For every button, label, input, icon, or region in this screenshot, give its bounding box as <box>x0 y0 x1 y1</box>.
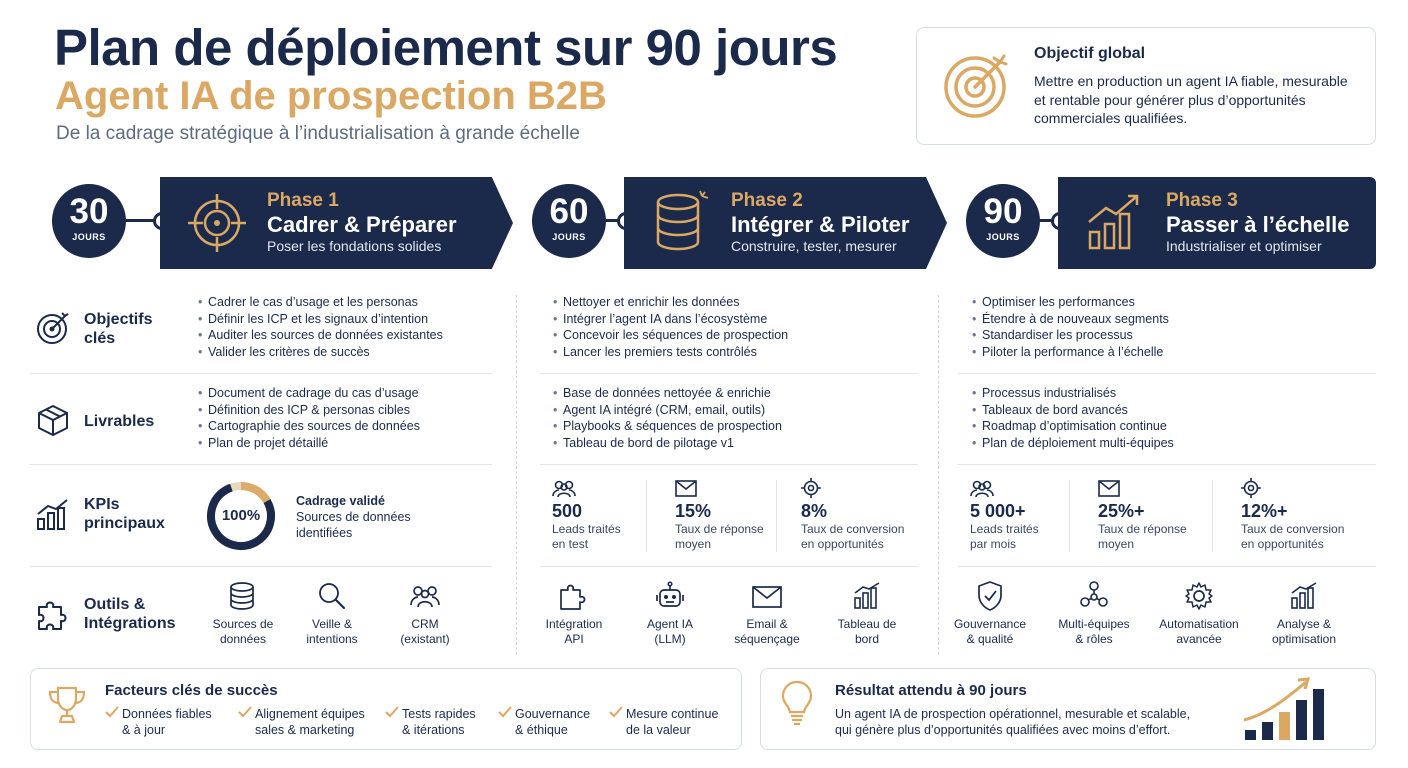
tool-label: Email & séquençage <box>734 617 800 646</box>
box-icon <box>36 403 70 437</box>
check-icon <box>609 706 623 718</box>
puzzle-icon <box>559 581 589 611</box>
phase3-deliverables-list <box>972 385 1174 452</box>
page-title: Plan de déploiement sur 90 jours <box>54 19 838 76</box>
growth-bars-illustration <box>1242 676 1334 742</box>
result-title: Résultat attendu à 90 jours <box>835 682 1027 699</box>
tool-label: Gouvernance & qualité <box>953 617 1027 646</box>
tool-label: Sources de données <box>212 617 274 646</box>
list-item: • Document de cadrage du cas d’usage <box>198 385 420 402</box>
phase1-label: Phase 1 <box>267 190 339 211</box>
row-divider <box>30 566 492 567</box>
list-item: • Cartographie des sources de données <box>198 418 420 435</box>
list-item: • Valider les critères de succès <box>198 344 443 361</box>
trophy-icon <box>46 684 88 726</box>
phase2-title: Intégrer & Piloter <box>731 212 910 237</box>
kpi-value: 25%+ <box>1098 501 1145 521</box>
kpi-divider <box>1069 480 1070 552</box>
phase1-days-label: JOURS <box>72 232 106 242</box>
phase2-subtitle: Construire, tester, mesurer <box>731 238 897 254</box>
success-factor: Gouvernance & éthique <box>515 707 591 737</box>
phase3-objectives-list <box>972 294 1169 361</box>
list-item: • Playbooks & séquences de prospection <box>553 418 782 435</box>
phase1-kpi-text: Cadrage validé Sources de données identifiées <box>296 494 411 540</box>
list-item: • Agent IA intégré (CRM, email, outils) <box>553 402 782 419</box>
tool-label: Veille & intentions <box>306 617 358 646</box>
tool-label: CRM (existant) <box>400 617 450 646</box>
row-divider <box>958 566 1376 567</box>
list-item: • Standardiser les processus <box>972 327 1169 344</box>
crosshair-icon <box>1241 478 1261 498</box>
list-item: • Tableau de bord de pilotage v1 <box>553 435 782 452</box>
kpi-value: 8% <box>801 501 828 521</box>
progress-value: 100% <box>221 507 261 524</box>
phase2-label: Phase 2 <box>731 190 803 211</box>
list-item: • Concevoir les séquences de prospection <box>553 327 788 344</box>
shield-check-icon <box>977 580 1003 612</box>
success-factor: Tests rapides & itérations <box>402 707 476 737</box>
column-divider <box>516 295 517 655</box>
people-icon <box>552 479 576 499</box>
envelope-icon <box>1098 480 1120 497</box>
phase1-days-badge <box>52 184 126 258</box>
list-item: • Cadrer le cas d’usage et les personas <box>198 294 443 311</box>
check-icon <box>238 706 252 718</box>
database-icon <box>229 582 255 610</box>
phase3-title: Passer à l’échelle <box>1166 212 1350 237</box>
phase2-objectives-list <box>553 294 788 361</box>
bar-chart-icon <box>36 499 70 531</box>
list-item: • Optimiser les performances <box>972 294 1169 311</box>
success-factor: Mesure continue de la valeur <box>626 707 719 737</box>
list-item: • Nettoyer et enrichir les données <box>553 294 788 311</box>
page-tagline: De la cadrage stratégique à l’industrialisation à grande échelle <box>56 123 580 144</box>
page-subtitle: Agent IA de prospection B2B <box>55 74 607 118</box>
kpi-divider <box>646 480 647 552</box>
list-item: • Étendre à de nouveaux segments <box>972 311 1169 328</box>
goal-title: Objectif global <box>1034 45 1146 62</box>
envelope-icon <box>752 586 782 608</box>
phase3-subtitle: Industrialiser et optimiser <box>1166 238 1322 254</box>
robot-icon <box>655 581 685 611</box>
kpi-label: Taux de conversion en opportunités <box>1241 522 1345 551</box>
list-item: • Plan de projet détaillé <box>198 435 420 452</box>
envelope-icon <box>675 480 697 497</box>
kpi-label: Taux de conversion en opportunités <box>801 522 905 551</box>
phase3-label: Phase 3 <box>1166 190 1238 211</box>
phase2-days-label: JOURS <box>552 232 586 242</box>
column-divider <box>938 295 939 655</box>
list-item: • Plan de déploiement multi-équipes <box>972 435 1174 452</box>
row-divider <box>540 566 918 567</box>
tool-label: Analyse & optimisation <box>1271 617 1337 646</box>
list-item: • Intégrer l’agent IA dans l’écosystème <box>553 311 788 328</box>
kpi-divider <box>1212 480 1213 552</box>
phase1-title: Cadrer & Préparer <box>267 212 457 237</box>
tool-label: Automatisation avancée <box>1159 617 1239 646</box>
row-divider <box>30 464 492 465</box>
phase1-deliverables-list <box>198 385 420 452</box>
success-factors-title: Facteurs clés de succès <box>105 682 278 699</box>
gear-icon <box>1184 581 1214 611</box>
tool-label: Intégration API <box>545 617 603 646</box>
list-item: • Définition des ICP & personas cibles <box>198 402 420 419</box>
database-icon <box>652 192 712 254</box>
bar-chart-icon <box>853 582 881 610</box>
network-icon <box>1079 580 1109 610</box>
row-divider <box>30 373 492 374</box>
goal-text: Mettre en production un agent IA fiable, mesurable et rentable pour générer plus d’opportunités commerciales qualifiées. <box>1034 73 1348 126</box>
bar-chart-icon <box>1290 582 1318 610</box>
kpi-label: Leads traités en test <box>552 522 621 551</box>
success-factor: Alignement équipes sales & marketing <box>255 707 365 737</box>
row-divider <box>540 464 918 465</box>
check-icon <box>105 706 119 718</box>
phase1-connector <box>124 219 156 222</box>
list-item: • Processus industrialisés <box>972 385 1174 402</box>
kpi-value: 15% <box>675 501 712 521</box>
row-divider <box>958 373 1376 374</box>
target-icon <box>942 50 1012 120</box>
growth-chart-icon <box>1086 192 1144 252</box>
success-factor: Données fiables & à jour <box>122 707 212 737</box>
list-item: • Piloter la performance à l’échelle <box>972 344 1169 361</box>
tool-label: Agent IA (LLM) <box>646 617 694 646</box>
phase1-days: 30 <box>69 192 109 231</box>
crosshair-icon <box>801 478 821 498</box>
check-icon <box>385 706 399 718</box>
list-item: • Définir les ICP et les signaux d’intention <box>198 311 443 328</box>
phase3-days-label: JOURS <box>986 232 1020 242</box>
puzzle-icon <box>36 597 70 631</box>
phase2-days-badge <box>532 184 606 258</box>
phase3-days-badge <box>966 184 1040 258</box>
kpi-label: Leads traités par mois <box>970 522 1039 551</box>
phase2-days: 60 <box>549 192 589 231</box>
check-icon <box>498 706 512 718</box>
kpi-value: 12%+ <box>1241 501 1288 521</box>
kpis-row-title: KPIs principaux <box>84 496 165 532</box>
list-item: • Lancer les premiers tests contrôlés <box>553 344 788 361</box>
list-item: • Auditer les sources de données existantes <box>198 327 443 344</box>
people-icon <box>410 584 440 608</box>
list-item: • Tableaux de bord avancés <box>972 402 1174 419</box>
objectives-row-title: Objectifs clés <box>84 311 153 347</box>
tool-label: Multi-équipes & rôles <box>1058 617 1130 646</box>
row-divider <box>540 373 918 374</box>
kpi-divider <box>776 480 777 552</box>
objectives-target-icon <box>36 311 70 345</box>
crosshair-icon <box>186 192 248 254</box>
kpi-value: 5 000+ <box>970 501 1026 521</box>
list-item: • Roadmap d’optimisation continue <box>972 418 1174 435</box>
list-item: • Base de données nettoyée & enrichie <box>553 385 782 402</box>
kpi-label: Taux de réponse moyen <box>675 522 764 551</box>
people-icon <box>970 479 994 499</box>
result-text: Un agent IA de prospection opérationnel, mesurable et scalable, qui génère plus d’opportunités qualifiées avec moins d’effort. <box>835 707 1191 737</box>
phase1-objectives-list <box>198 294 443 361</box>
search-icon <box>318 582 346 610</box>
phase2-deliverables-list <box>553 385 782 452</box>
phase1-subtitle: Poser les fondations solides <box>267 238 442 254</box>
lightbulb-icon <box>781 680 813 726</box>
tools-row-title: Outils & Intégrations <box>84 596 176 632</box>
kpi-label: Taux de réponse moyen <box>1098 522 1187 551</box>
tool-label: Tableau de bord <box>837 617 897 646</box>
row-divider <box>958 464 1376 465</box>
kpi-value: 500 <box>552 501 583 521</box>
deliverables-row-title: Livrables <box>84 413 155 430</box>
phase3-days: 90 <box>983 192 1023 231</box>
